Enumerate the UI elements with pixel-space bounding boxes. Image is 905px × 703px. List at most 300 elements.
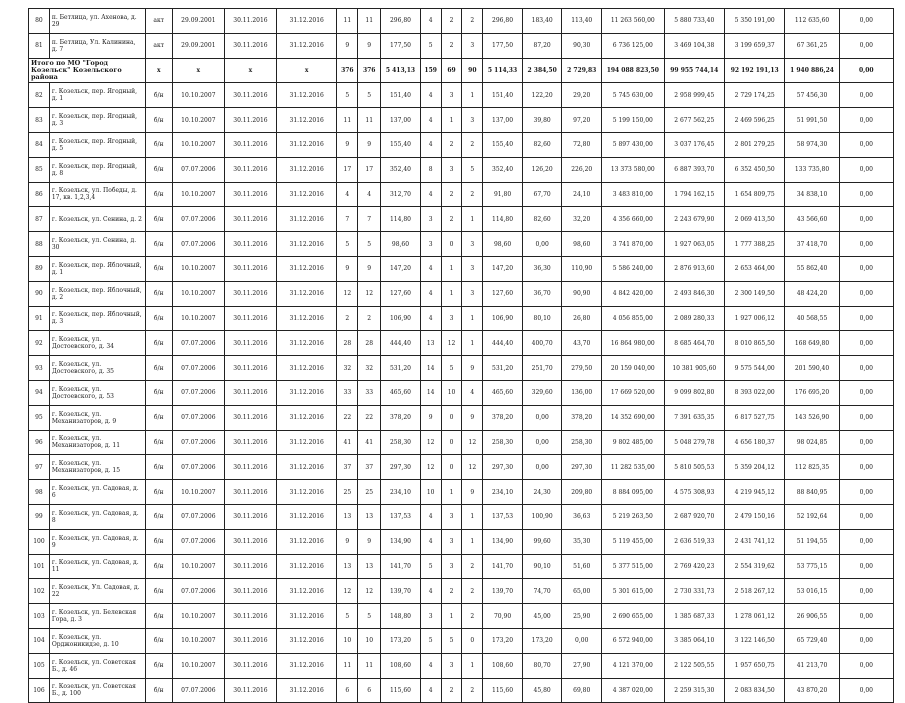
table-cell: 2 493 846,30 (664, 281, 724, 306)
table-cell: 0,00 (839, 9, 893, 34)
table-cell: 2 (441, 182, 462, 207)
table-cell: 30.11.2016 (224, 604, 276, 629)
table-cell: 9 (358, 33, 381, 58)
table-cell: 279,50 (562, 356, 602, 381)
table-cell: 0,00 (839, 678, 893, 703)
table-cell: 352,40 (483, 157, 523, 182)
table-cell: 98,60 (562, 232, 602, 257)
table-cell: 0,00 (839, 256, 893, 281)
table-cell: 31.12.2016 (276, 653, 336, 678)
row-number: 106 (29, 678, 50, 703)
table-cell: 0 (441, 430, 462, 455)
table-cell: 98,60 (381, 232, 421, 257)
table-cell: 07.07.2006 (172, 455, 224, 480)
row-number: 89 (29, 256, 50, 281)
table-cell: 100,90 (522, 504, 562, 529)
table-cell: б/н (145, 157, 172, 182)
table-cell: 0,00 (839, 455, 893, 480)
total-cell: 194 088 823,50 (602, 58, 665, 83)
table-cell: 0,00 (839, 405, 893, 430)
table-cell: 31.12.2016 (276, 430, 336, 455)
table-cell: 0,00 (839, 653, 893, 678)
table-cell: 29.09.2001 (172, 9, 224, 34)
table-cell: 147,20 (483, 256, 523, 281)
table-cell: 108,60 (483, 653, 523, 678)
table-cell: 2 431 741,12 (724, 529, 784, 554)
table-cell: 2 (462, 554, 483, 579)
table-cell: 67 361,25 (785, 33, 839, 58)
table-cell: 30.11.2016 (224, 653, 276, 678)
table-cell: 36,70 (522, 281, 562, 306)
table-cell: 2 876 913,60 (664, 256, 724, 281)
row-number: 91 (29, 306, 50, 331)
table-cell: 2 653 464,00 (724, 256, 784, 281)
table-cell: 4 056 855,00 (602, 306, 665, 331)
table-cell: 26,80 (562, 306, 602, 331)
table-cell: 12 (337, 579, 358, 604)
row-number: 103 (29, 604, 50, 629)
table-cell: 9 (462, 356, 483, 381)
table-cell: 52 192,64 (785, 504, 839, 529)
table-row (29, 132, 894, 157)
table-cell: 10.10.2007 (172, 480, 224, 505)
table-cell: 4 (462, 380, 483, 405)
table-cell: 5 (358, 83, 381, 108)
table-cell: 2 259 315,30 (664, 678, 724, 703)
table-cell: 30.11.2016 (224, 678, 276, 703)
table-cell: 531,20 (381, 356, 421, 381)
table-cell: 4 121 370,00 (602, 653, 665, 678)
total-cell: 0,00 (839, 58, 893, 83)
table-cell: 3 (441, 653, 462, 678)
table-cell: 10.10.2007 (172, 281, 224, 306)
table-cell: 137,53 (483, 504, 523, 529)
table-cell: 0 (462, 628, 483, 653)
table-cell: 6 (358, 678, 381, 703)
table-cell: 10.10.2007 (172, 132, 224, 157)
table-row (29, 455, 894, 480)
table-cell: 177,50 (483, 33, 523, 58)
table-cell: 6 736 125,00 (602, 33, 665, 58)
table-cell: 312,70 (381, 182, 421, 207)
total-cell: x (276, 58, 336, 83)
table-cell: 1 957 650,75 (724, 653, 784, 678)
table-row (29, 281, 894, 306)
table-cell: 0,00 (839, 182, 893, 207)
table-cell: 53 775,15 (785, 554, 839, 579)
address-cell: г. Козельск, ул. Достоевского, д. 53 (49, 380, 145, 405)
row-number: 87 (29, 207, 50, 232)
table-cell: 177,50 (381, 33, 421, 58)
table-cell: 13 (337, 554, 358, 579)
table-row (29, 33, 894, 58)
table-cell: 12 (420, 430, 441, 455)
total-label: Итого по МО "Город Козельск" Козельского района (29, 58, 146, 83)
table-cell: 173,20 (381, 628, 421, 653)
table-cell: 2 769 420,23 (664, 554, 724, 579)
table-cell: 126,20 (522, 157, 562, 182)
table-cell: 30.11.2016 (224, 207, 276, 232)
table-cell: 5 586 240,00 (602, 256, 665, 281)
table-cell: 137,00 (381, 108, 421, 133)
table-cell: 0,00 (839, 529, 893, 554)
table-cell: б/н (145, 579, 172, 604)
address-cell: г. Козельск, ул. Орджоникидзе, д. 10 (49, 628, 145, 653)
table-cell: 37 (358, 455, 381, 480)
table-cell: б/н (145, 653, 172, 678)
table-cell: 10.10.2007 (172, 182, 224, 207)
table-cell: 4 (420, 504, 441, 529)
table-cell: 31.12.2016 (276, 579, 336, 604)
table-cell: 30.11.2016 (224, 33, 276, 58)
address-cell: г. Козельск, пер. Яблочный, д. 1 (49, 256, 145, 281)
table-cell: б/н (145, 554, 172, 579)
table-cell: 31.12.2016 (276, 157, 336, 182)
table-row (29, 604, 894, 629)
table-cell: 10.10.2007 (172, 108, 224, 133)
table-cell: 0,00 (839, 232, 893, 257)
table-cell: 72,80 (562, 132, 602, 157)
table-cell: 33 (358, 380, 381, 405)
table-cell: 8 884 095,00 (602, 480, 665, 505)
table-cell: 2 (441, 579, 462, 604)
table-cell: 39,80 (522, 108, 562, 133)
table-cell: 5 048 279,78 (664, 430, 724, 455)
row-number: 93 (29, 356, 50, 381)
table-cell: акт (145, 33, 172, 58)
table-cell: 30.11.2016 (224, 132, 276, 157)
table-cell: 6 572 940,00 (602, 628, 665, 653)
table-cell: 80,10 (522, 306, 562, 331)
table-cell: 3 (441, 306, 462, 331)
table-cell: 12 (441, 331, 462, 356)
table-cell: 400,70 (522, 331, 562, 356)
table-cell: 11 (337, 108, 358, 133)
table-cell: 31.12.2016 (276, 504, 336, 529)
table-cell: 531,20 (483, 356, 523, 381)
table-row (29, 207, 894, 232)
address-cell: г. Козельск, ул. Садовая, д. 11 (49, 554, 145, 579)
table-cell: б/н (145, 331, 172, 356)
table-cell: 0,00 (839, 430, 893, 455)
table-cell: 90,10 (522, 554, 562, 579)
table-cell: 12 (358, 579, 381, 604)
table-cell: б/н (145, 306, 172, 331)
table-cell: 13 373 580,00 (602, 157, 665, 182)
table-cell: 10 381 905,60 (664, 356, 724, 381)
table-cell: 115,60 (483, 678, 523, 703)
table-cell: 07.07.2006 (172, 529, 224, 554)
row-number: 98 (29, 480, 50, 505)
table-cell: 07.07.2006 (172, 504, 224, 529)
table-cell: 258,30 (483, 430, 523, 455)
table-cell: 0 (441, 405, 462, 430)
table-cell: 10.10.2007 (172, 653, 224, 678)
table-cell: 5 880 733,40 (664, 9, 724, 34)
table-cell: 1 (441, 604, 462, 629)
table-cell: 48 424,20 (785, 281, 839, 306)
table-cell: 31.12.2016 (276, 331, 336, 356)
table-cell: 9 (337, 529, 358, 554)
table-cell: 98,60 (483, 232, 523, 257)
table-cell: 10 (337, 628, 358, 653)
table-cell: 0,00 (839, 281, 893, 306)
table-cell: 58 974,30 (785, 132, 839, 157)
table-cell: 4 (420, 83, 441, 108)
address-cell: г. Козельск, ул. Сенина, д. 2 (49, 207, 145, 232)
table-cell: 11 (337, 9, 358, 34)
table-cell: 1 794 162,15 (664, 182, 724, 207)
table-cell: б/н (145, 83, 172, 108)
table-cell: 173,20 (522, 628, 562, 653)
table-cell: 30.11.2016 (224, 331, 276, 356)
table-cell: 3 122 146,50 (724, 628, 784, 653)
table-cell: 2 (358, 306, 381, 331)
table-cell: 13 (420, 331, 441, 356)
table-cell: 30.11.2016 (224, 157, 276, 182)
table-cell: 3 483 810,00 (602, 182, 665, 207)
table-cell: 12 (462, 455, 483, 480)
table-cell: 1 (462, 83, 483, 108)
total-cell: 1 940 886,24 (785, 58, 839, 83)
table-cell: 51,60 (562, 554, 602, 579)
row-number: 92 (29, 331, 50, 356)
table-cell: 11 (358, 9, 381, 34)
table-cell: 176 695,20 (785, 380, 839, 405)
table-cell: 251,70 (522, 356, 562, 381)
table-cell: 209,80 (562, 480, 602, 505)
table-cell: 2 (462, 132, 483, 157)
table-cell: 297,30 (483, 455, 523, 480)
table-cell: 5 745 630,00 (602, 83, 665, 108)
table-cell: 57 456,30 (785, 83, 839, 108)
table-cell: 0,00 (839, 504, 893, 529)
table-row (29, 83, 894, 108)
table-cell: 5 (420, 628, 441, 653)
row-number: 85 (29, 157, 50, 182)
table-cell: 173,20 (483, 628, 523, 653)
table-cell: 4 (420, 529, 441, 554)
table-cell: 40 568,55 (785, 306, 839, 331)
table-cell: 3 (441, 529, 462, 554)
table-cell: 9 099 802,80 (664, 380, 724, 405)
table-cell: 2 (441, 678, 462, 703)
table-cell: 4 (420, 132, 441, 157)
table-row (29, 157, 894, 182)
table-cell: 10.10.2007 (172, 554, 224, 579)
total-cell: 92 192 191,13 (724, 58, 784, 83)
table-cell: 30.11.2016 (224, 256, 276, 281)
housing-register-table (28, 8, 894, 703)
table-cell: 37 418,70 (785, 232, 839, 257)
table-cell: 10.10.2007 (172, 628, 224, 653)
table-cell: 31.12.2016 (276, 554, 336, 579)
table-cell: 6 887 393,70 (664, 157, 724, 182)
table-cell: 11 (358, 653, 381, 678)
row-number: 88 (29, 232, 50, 257)
table-cell: 127,60 (381, 281, 421, 306)
table-cell: 5 119 455,00 (602, 529, 665, 554)
table-cell: 183,40 (522, 9, 562, 34)
table-cell: 82,60 (522, 132, 562, 157)
table-cell: 4 (420, 306, 441, 331)
table-cell: 30.11.2016 (224, 281, 276, 306)
table-cell: 10 (420, 480, 441, 505)
table-cell: 17 (337, 157, 358, 182)
address-cell: г. Козельск, ул. Садовая, д. 8 (49, 504, 145, 529)
table-cell: 0,00 (839, 628, 893, 653)
table-cell: 31.12.2016 (276, 108, 336, 133)
table-cell: 99,60 (522, 529, 562, 554)
address-cell: г. Козельск, пер. Ягодный, д. 3 (49, 108, 145, 133)
table-cell: 31.12.2016 (276, 232, 336, 257)
table-cell: 112 825,35 (785, 455, 839, 480)
table-cell: 139,70 (381, 579, 421, 604)
table-cell: 7 391 635,35 (664, 405, 724, 430)
table-cell: 0,00 (839, 83, 893, 108)
table-cell: 35,30 (562, 529, 602, 554)
table-cell: 0,00 (839, 207, 893, 232)
total-cell: 2 384,50 (522, 58, 562, 83)
address-cell: г. Козельск, пер. Яблочный, д. 2 (49, 281, 145, 306)
table-cell: 0 (441, 455, 462, 480)
address-cell: г. Козельск, пер. Ягодный, д. 8 (49, 157, 145, 182)
table-cell: 2 (462, 678, 483, 703)
table-cell: 143 526,90 (785, 405, 839, 430)
table-cell: 87,20 (522, 33, 562, 58)
table-cell: 80,70 (522, 653, 562, 678)
table-cell: 133 735,80 (785, 157, 839, 182)
table-cell: 2 (441, 33, 462, 58)
table-cell: 0,00 (839, 108, 893, 133)
table-cell: 3 (462, 256, 483, 281)
table-cell: 25 (337, 480, 358, 505)
address-cell: п. Бетлица, Ул. Калинина, д. 7 (49, 33, 145, 58)
address-cell: г. Козельск, ул. Сенина, д. 30 (49, 232, 145, 257)
table-cell: 12 (358, 281, 381, 306)
table-cell: 378,20 (562, 405, 602, 430)
total-row (29, 58, 894, 83)
table-cell: 3 (462, 108, 483, 133)
table-cell: 2 083 834,50 (724, 678, 784, 703)
table-cell: 82,60 (522, 207, 562, 232)
table-cell: 2 (337, 306, 358, 331)
table-cell: б/н (145, 405, 172, 430)
table-cell: 07.07.2006 (172, 207, 224, 232)
table-cell: 97,20 (562, 108, 602, 133)
row-number: 95 (29, 405, 50, 430)
table-row (29, 504, 894, 529)
table-row (29, 256, 894, 281)
address-cell: г. Козельск, ул. Белевская Гора, д. 3 (49, 604, 145, 629)
table-cell: 378,20 (483, 405, 523, 430)
table-cell: 5 350 191,00 (724, 9, 784, 34)
table-cell: 134,90 (483, 529, 523, 554)
table-cell: б/н (145, 480, 172, 505)
table-cell: 24,30 (522, 480, 562, 505)
table-cell: 1 (462, 306, 483, 331)
table-cell: 4 (420, 182, 441, 207)
table-cell: 127,60 (483, 281, 523, 306)
table-cell: 226,20 (562, 157, 602, 182)
table-cell: б/н (145, 604, 172, 629)
table-cell: 0,00 (839, 604, 893, 629)
table-cell: 27,90 (562, 653, 602, 678)
table-cell: 3 037 176,45 (664, 132, 724, 157)
table-cell: б/н (145, 628, 172, 653)
row-number: 96 (29, 430, 50, 455)
table-cell: 30.11.2016 (224, 529, 276, 554)
table-cell: 151,40 (381, 83, 421, 108)
table-cell: 3 (462, 232, 483, 257)
table-cell: 07.07.2006 (172, 678, 224, 703)
table-cell: 36,30 (522, 256, 562, 281)
table-cell: 30.11.2016 (224, 380, 276, 405)
table-cell: 112 635,60 (785, 9, 839, 34)
table-row (29, 579, 894, 604)
table-cell: 4 (420, 108, 441, 133)
table-cell: 151,40 (483, 83, 523, 108)
table-cell: 07.07.2006 (172, 405, 224, 430)
table-cell: 31.12.2016 (276, 455, 336, 480)
table-cell: 9 (358, 132, 381, 157)
table-cell: 4 (358, 182, 381, 207)
table-cell: 0,00 (839, 554, 893, 579)
table-cell: б/н (145, 529, 172, 554)
table-cell: 4 356 660,00 (602, 207, 665, 232)
table-cell: 139,70 (483, 579, 523, 604)
table-cell: 31.12.2016 (276, 356, 336, 381)
table-cell: 22 (337, 405, 358, 430)
table-cell: 16 864 980,00 (602, 331, 665, 356)
table-cell: 329,60 (522, 380, 562, 405)
table-cell: 5 301 615,00 (602, 579, 665, 604)
table-cell: 98 024,85 (785, 430, 839, 455)
table-cell: 1 777 388,25 (724, 232, 784, 257)
table-cell: 31.12.2016 (276, 256, 336, 281)
table-cell: 1 927 006,12 (724, 306, 784, 331)
table-row (29, 554, 894, 579)
address-cell: г. Козельск, пер. Ягодный, д. 5 (49, 132, 145, 157)
table-cell: 31.12.2016 (276, 306, 336, 331)
table-row (29, 430, 894, 455)
table-cell: 12 (420, 455, 441, 480)
row-number: 104 (29, 628, 50, 653)
table-cell: 43,70 (562, 331, 602, 356)
table-cell: 8 393 022,00 (724, 380, 784, 405)
table-cell: 155,40 (381, 132, 421, 157)
table-cell: 26 906,55 (785, 604, 839, 629)
table-cell: 41 (337, 430, 358, 455)
table-cell: 2 (462, 182, 483, 207)
table-cell: 5 (358, 604, 381, 629)
row-number: 101 (29, 554, 50, 579)
table-cell: 3 (441, 504, 462, 529)
table-cell: 141,70 (381, 554, 421, 579)
table-cell: 32 (358, 356, 381, 381)
table-cell: 2 069 413,50 (724, 207, 784, 232)
table-cell: 20 159 040,00 (602, 356, 665, 381)
table-cell: 32,20 (562, 207, 602, 232)
table-cell: 0,00 (839, 380, 893, 405)
table-cell: 11 263 560,00 (602, 9, 665, 34)
table-cell: 31.12.2016 (276, 281, 336, 306)
table-cell: 234,10 (381, 480, 421, 505)
table-cell: 0,00 (839, 132, 893, 157)
table-cell: 4 (420, 281, 441, 306)
table-cell: 1 278 061,12 (724, 604, 784, 629)
table-cell: 2 554 319,62 (724, 554, 784, 579)
